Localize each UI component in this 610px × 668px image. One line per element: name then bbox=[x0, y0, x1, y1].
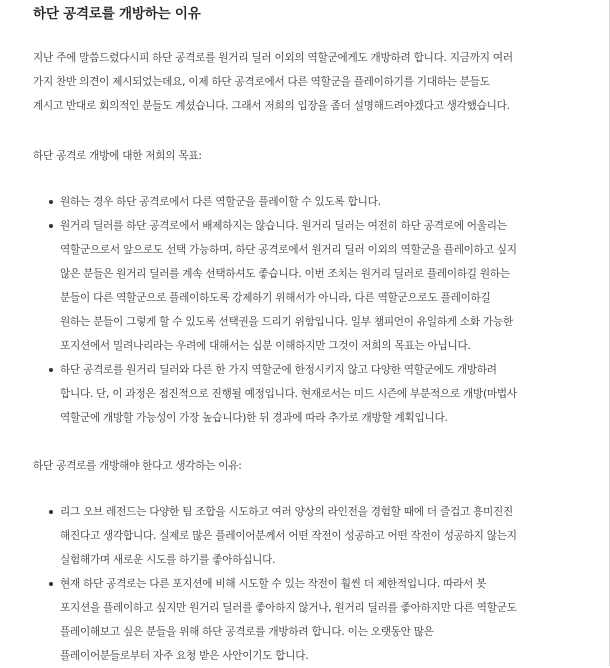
intro-line: 가지 찬반 의견이 제시되었는데요, 이제 하단 공격로에서 다른 역할군을 플레이하기를 기대하는 분들도 bbox=[33, 76, 490, 88]
list-item-line: 원하는 분들이 그렇게 할 수 있도록 선택권을 드리기 위함입니다. 일부 챔피언이 유일하게 소화 가능한 bbox=[60, 316, 513, 328]
goals-list bbox=[48, 190, 588, 430]
list-item-line: 현재 하단 공격로는 다른 포지션에 비해 시도할 수 있는 작전이 훨씬 더 제한적입니다. 따라서 봇 bbox=[60, 578, 487, 590]
list-item-line: 합니다. 단, 이 과정은 점진적으로 진행될 예정입니다. 현재로서는 미드 시즌에 부분적으로 개방(마법사 bbox=[60, 388, 517, 400]
list-item-line: 역할군으로서 앞으로도 선택 가능하며, 하단 공격로에서 원거리 딜러 이외의 역할군을 플레이하고 싶지 bbox=[60, 244, 517, 256]
intro-paragraph bbox=[33, 46, 583, 118]
list-item-line: 역할군에 개방할 가능성이 가장 높습니다)한 뒤 경과에 따라 추가로 개방할 계획입니다. bbox=[60, 412, 448, 424]
list-item-line: 플레이어분들로부터 자주 요청 받은 사안이기도 합니다. bbox=[60, 650, 309, 662]
bullet-icon bbox=[49, 200, 53, 204]
list-item-line: 하단 공격로를 원거리 딜러와 다른 한 가지 역할군에 한정시키지 않고 다양한 역할군에도 개방하려 bbox=[60, 364, 497, 376]
list-item bbox=[48, 214, 588, 358]
list-item-line: 분들이 다른 역할군으로 플레이하도록 강제하기 위해서가 아니라, 다른 역할군으로도 플레이하길 bbox=[60, 292, 491, 304]
list-item-line: 포지션을 플레이하고 싶지만 원거리 딜러를 좋아하지 않거나, 원거리 딜러를 좋아하지만 다른 역할군도 bbox=[60, 602, 517, 614]
list-item bbox=[48, 190, 588, 214]
bullet-icon bbox=[49, 368, 53, 372]
list-item bbox=[48, 500, 588, 572]
list-item-line: 원거리 딜러를 하단 공격로에서 배제하지는 않습니다. 원거리 딜러는 여전히 하단 공격로에 어울리는 bbox=[60, 220, 507, 232]
reasons-heading: 하단 공격로를 개방해야 한다고 생각하는 이유: bbox=[33, 460, 242, 472]
goals-heading: 하단 공격로 개방에 대한 저희의 목표: bbox=[33, 150, 202, 162]
list-item-line: 원하는 경우 하단 공격로에서 다른 역할군을 플레이할 수 있도록 합니다. bbox=[60, 196, 381, 208]
reasons-list bbox=[48, 500, 588, 668]
intro-line: 지난 주에 말씀드렸다시피 하단 공격로를 원거리 딜러 이외의 역할군에게도 개방하려 합니다. 지금까지 여러 bbox=[33, 52, 513, 64]
bullet-icon bbox=[49, 510, 53, 514]
bullet-icon bbox=[49, 224, 53, 228]
list-item-line: 포지션에서 밀려나리라는 우려에 대해서는 십분 이해하지만 그것이 저희의 목표는 아닙니다. bbox=[60, 340, 471, 352]
intro-line: 계시고 반대로 회의적인 분들도 계셨습니다. 그래서 저희의 입장을 좀더 설명해드려야겠다고 생각했습니다. bbox=[33, 100, 510, 112]
list-item-line: 리그 오브 레전드는 다양한 팀 조합을 시도하고 여러 양상의 라인전을 경험할 때에 더 즐겁고 흥미진진 bbox=[60, 506, 513, 518]
page-title: 하단 공격로를 개방하는 이유 bbox=[33, 6, 201, 22]
list-item-line: 플레이해보고 싶은 분들을 위해 하단 공격로를 개방하려 합니다. 이는 오랫동안 많은 bbox=[60, 626, 434, 638]
bullet-icon bbox=[49, 582, 53, 586]
list-item bbox=[48, 572, 588, 668]
list-item-line: 실험해가며 새로운 시도를 하기를 좋아하십니다. bbox=[60, 554, 276, 566]
list-item bbox=[48, 358, 588, 430]
list-item-line: 해진다고 생각합니다. 실제로 많은 플레이어분께서 어떤 작전이 성공하고 어떤 작전이 성공하지 않는지 bbox=[60, 530, 517, 542]
list-item-line: 않은 분들은 원거리 딜러를 계속 선택하셔도 좋습니다. 이번 조치는 원거리 딜러로 플레이하길 원하는 bbox=[60, 268, 510, 280]
